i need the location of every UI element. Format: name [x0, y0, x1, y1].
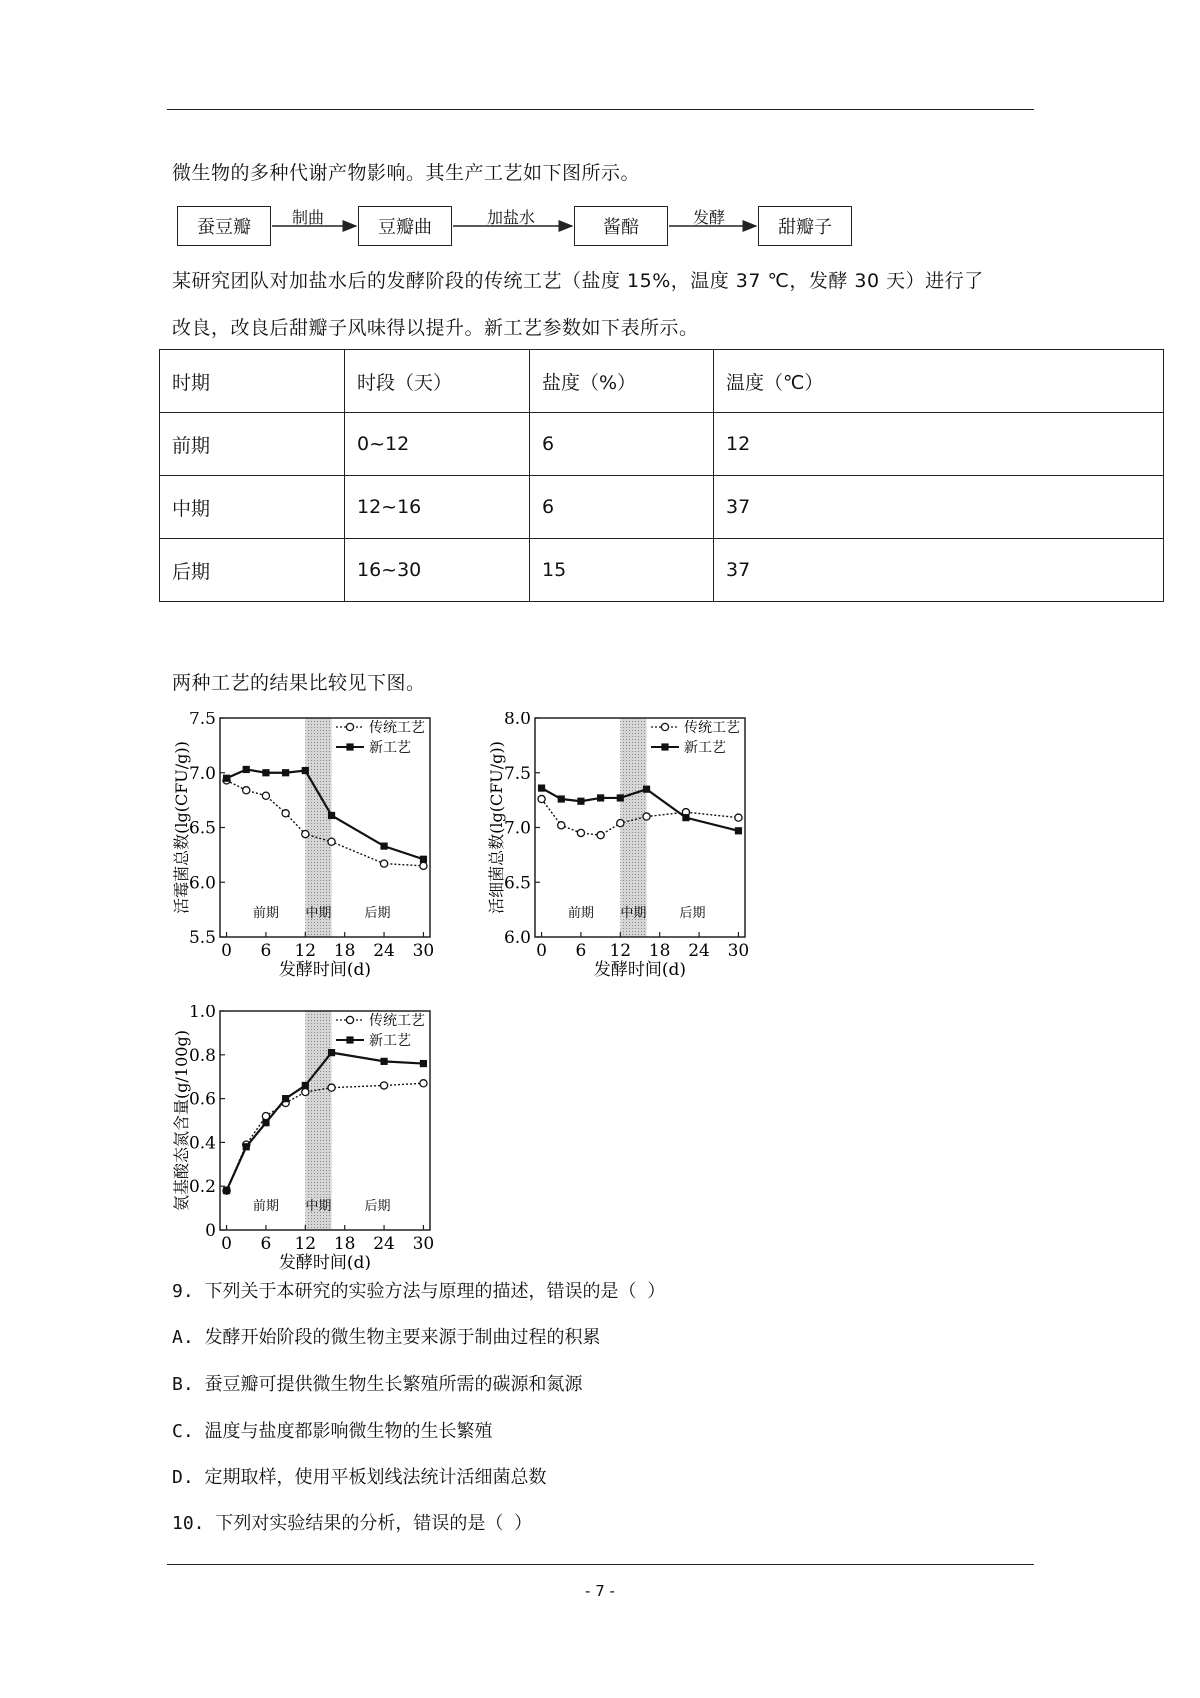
flow-step: 酱醅 — [574, 206, 668, 246]
y-axis-label: 活细菌总数(lg(CFU/g)) — [487, 741, 506, 914]
table-cell: 37 — [714, 476, 1164, 539]
legend-label: 新工艺 — [369, 1033, 411, 1049]
data-point — [538, 795, 545, 802]
y-tick-label: 0.4 — [188, 1133, 216, 1154]
legend-label: 传统工艺 — [684, 720, 740, 736]
legend-label: 传统工艺 — [369, 720, 425, 736]
data-point — [282, 769, 289, 776]
data-point — [558, 795, 565, 802]
period-label: 中期 — [305, 1199, 332, 1214]
data-point — [380, 843, 387, 850]
legend-marker — [346, 743, 353, 750]
data-point — [380, 1058, 387, 1065]
x-tick-label: 12 — [609, 941, 632, 961]
data-point — [597, 832, 604, 839]
data-point — [558, 822, 565, 829]
table-header-row — [160, 350, 1164, 413]
period-label: 后期 — [364, 906, 391, 921]
data-point — [682, 814, 689, 821]
compare-line: 两种工艺的结果比较见下图。 — [172, 672, 426, 694]
y-tick-label: 7.5 — [503, 763, 531, 784]
table-cell: 后期 — [160, 539, 345, 602]
data-point — [577, 798, 584, 805]
data-point — [617, 820, 624, 827]
chart-bacteria-count — [485, 712, 785, 977]
x-tick-label: 18 — [333, 1234, 356, 1254]
legend-label: 传统工艺 — [369, 1013, 425, 1029]
data-point — [302, 1088, 309, 1095]
data-point — [735, 827, 742, 834]
table-row — [160, 539, 1164, 602]
flow-step: 豆瓣曲 — [358, 206, 452, 246]
table-cell: 中期 — [160, 476, 345, 539]
x-tick-label: 0 — [536, 941, 547, 961]
legend-marker — [346, 723, 353, 730]
y-tick-label: 6.5 — [188, 818, 216, 839]
data-point — [328, 1049, 335, 1056]
data-point — [243, 787, 250, 794]
x-tick-label: 24 — [373, 941, 395, 961]
x-axis-label: 发酵时间(d) — [278, 960, 372, 977]
x-tick-label: 6 — [575, 941, 587, 961]
x-tick-label: 12 — [294, 1234, 317, 1254]
flow-arrow-label: 发酵 — [693, 208, 726, 227]
data-point — [420, 862, 427, 869]
table-header-cell: 时段（天） — [345, 350, 530, 413]
flow-step: 蚕豆瓣 — [177, 206, 271, 246]
q9-option-c: C. 温度与盐度都影响微生物的生长繁殖 — [172, 1421, 493, 1442]
table-cell: 12 — [714, 413, 1164, 476]
x-tick-label: 30 — [412, 1234, 435, 1254]
chart-mold-count — [170, 712, 470, 977]
page-number: - 7 - — [585, 1582, 615, 1600]
y-tick-label: 0.8 — [188, 1045, 216, 1066]
table-cell: 0~12 — [345, 413, 530, 476]
x-tick-label: 30 — [412, 941, 435, 961]
table-row — [160, 413, 1164, 476]
shaded-period — [305, 1011, 331, 1230]
flow-arrows — [0, 0, 1200, 260]
data-point — [328, 812, 335, 819]
y-tick-label: 5.5 — [188, 928, 216, 948]
data-point — [735, 814, 742, 821]
data-point — [302, 1082, 309, 1089]
data-point — [282, 1095, 289, 1102]
data-point — [243, 1143, 250, 1150]
legend-marker — [661, 723, 668, 730]
q10-stem: 10. 下列对实验结果的分析，错误的是（ ） — [172, 1513, 533, 1534]
q9-option-b: B. 蚕豆瓣可提供微生物生长繁殖所需的碳源和氮源 — [172, 1374, 583, 1395]
flow-arrow-label: 加盐水 — [487, 208, 536, 227]
data-point — [282, 810, 289, 817]
data-point — [617, 794, 624, 801]
x-tick-label: 30 — [727, 941, 750, 961]
table-cell: 前期 — [160, 413, 345, 476]
y-tick-label: 6.0 — [188, 873, 216, 894]
y-tick-label: 6.5 — [503, 873, 531, 894]
x-tick-label: 24 — [688, 941, 710, 961]
x-tick-label: 0 — [221, 941, 232, 961]
y-tick-label: 7.0 — [503, 818, 531, 839]
chart-amino-nitrogen — [170, 1005, 470, 1270]
period-label: 前期 — [252, 1199, 279, 1214]
para1-line2: 改良，改良后甜瓣子风味得以提升。新工艺参数如下表所示。 — [172, 317, 699, 339]
table-cell: 15 — [530, 539, 714, 602]
data-point — [262, 769, 269, 776]
data-point — [328, 838, 335, 845]
table-row — [160, 476, 1164, 539]
y-tick-label: 7.0 — [188, 763, 216, 784]
footer-rule — [167, 1564, 1034, 1565]
shaded-period — [305, 718, 331, 937]
period-label: 后期 — [679, 906, 706, 921]
period-label: 前期 — [567, 906, 594, 921]
y-tick-label: 0.2 — [188, 1177, 216, 1198]
period-label: 中期 — [305, 906, 332, 921]
table-cell: 6 — [530, 476, 714, 539]
data-point — [577, 829, 584, 836]
q9-stem: 9. 下列关于本研究的实验方法与原理的描述，错误的是（ ） — [172, 1281, 666, 1302]
table-cell: 16~30 — [345, 539, 530, 602]
y-tick-label: 0 — [205, 1221, 216, 1241]
x-axis-label: 发酵时间(d) — [593, 960, 687, 977]
table-header-cell: 盐度（%） — [530, 350, 714, 413]
data-point — [420, 856, 427, 863]
period-label: 后期 — [364, 1199, 391, 1214]
x-tick-label: 6 — [260, 1234, 272, 1254]
y-tick-label: 1.0 — [188, 1005, 216, 1022]
x-tick-label: 24 — [373, 1234, 395, 1254]
x-tick-label: 12 — [294, 941, 317, 961]
data-point — [262, 792, 269, 799]
table-cell: 37 — [714, 539, 1164, 602]
data-point — [223, 1187, 230, 1194]
data-point — [420, 1080, 427, 1087]
table-cell: 12~16 — [345, 476, 530, 539]
legend-label: 新工艺 — [684, 740, 726, 756]
data-point — [243, 766, 250, 773]
period-label: 前期 — [252, 906, 279, 921]
params-table — [159, 349, 1164, 602]
flow-arrow-label: 制曲 — [292, 208, 325, 227]
table-header-cell: 时期 — [160, 350, 345, 413]
data-point — [262, 1119, 269, 1126]
legend-marker — [346, 1016, 353, 1023]
data-point — [643, 786, 650, 793]
shaded-period — [620, 718, 646, 937]
y-tick-label: 8.0 — [503, 712, 531, 729]
data-point — [420, 1060, 427, 1067]
y-axis-label: 活霉菌总数(lg(CFU/g)) — [172, 741, 191, 914]
table-header-cell: 温度（℃） — [714, 350, 1164, 413]
x-axis-label: 发酵时间(d) — [278, 1253, 372, 1270]
x-tick-label: 0 — [221, 1234, 232, 1254]
y-axis-label: 氨基酸态氮含量(g/100g) — [172, 1030, 191, 1211]
data-point — [302, 830, 309, 837]
data-point — [223, 775, 230, 782]
y-tick-label: 6.0 — [503, 928, 531, 948]
y-tick-label: 7.5 — [188, 712, 216, 729]
data-point — [380, 860, 387, 867]
y-tick-label: 0.6 — [188, 1089, 216, 1110]
x-tick-label: 18 — [333, 941, 356, 961]
legend-marker — [346, 1036, 353, 1043]
data-point — [302, 767, 309, 774]
data-point — [538, 784, 545, 791]
data-point — [643, 813, 650, 820]
table-cell: 6 — [530, 413, 714, 476]
q9-option-a: A. 发酵开始阶段的微生物主要来源于制曲过程的积累 — [172, 1327, 601, 1348]
period-label: 中期 — [620, 906, 647, 921]
data-point — [380, 1082, 387, 1089]
flow-step: 甜瓣子 — [758, 206, 852, 246]
x-tick-label: 6 — [260, 941, 272, 961]
x-tick-label: 18 — [648, 941, 671, 961]
legend-marker — [661, 743, 668, 750]
q9-option-d: D. 定期取样，使用平板划线法统计活细菌总数 — [172, 1467, 547, 1488]
data-point — [328, 1084, 335, 1091]
legend-label: 新工艺 — [369, 740, 411, 756]
intro-line: 微生物的多种代谢产物影响。其生产工艺如下图所示。 — [172, 162, 641, 184]
data-point — [597, 794, 604, 801]
para1-line1: 某研究团队对加盐水后的发酵阶段的传统工艺（盐度 15%，温度 37 ℃，发酵 30 天）进行了 — [172, 270, 984, 292]
